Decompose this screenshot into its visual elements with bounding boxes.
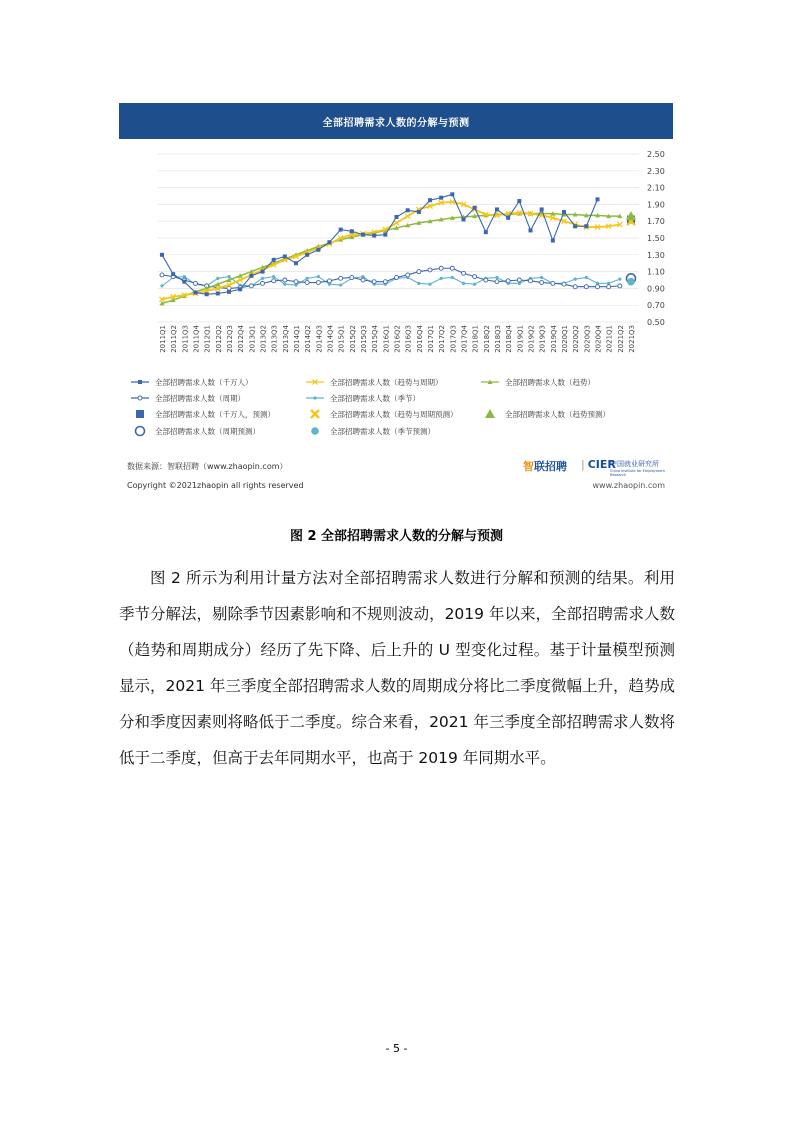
x-tick-label: 2016Q3 (404, 325, 413, 353)
data-point (439, 266, 443, 270)
data-point (261, 270, 265, 274)
zhilian-logo: 智联招聘 (523, 460, 567, 473)
data-source: 数据来源：智联招聘（www.zhaopin.com） (127, 462, 288, 471)
data-point (551, 281, 555, 285)
x-tick-label: 2021Q2 (616, 325, 625, 353)
y-tick-label: 1.70 (647, 217, 665, 227)
legend-label: 全部招聘需求人数（周期预测） (155, 427, 260, 436)
data-point (417, 270, 421, 274)
data-point (339, 228, 343, 232)
data-point (350, 275, 354, 279)
data-point (305, 253, 309, 257)
data-point (596, 285, 600, 289)
data-point (484, 230, 488, 234)
x-tick-label: 2020Q2 (572, 325, 581, 353)
data-point (562, 210, 566, 214)
data-point (138, 396, 142, 400)
forecast-point (136, 427, 145, 436)
data-point (160, 273, 164, 277)
data-point (406, 208, 410, 212)
x-tick-label: 2012Q2 (214, 325, 223, 353)
chart-header-title: 全部招聘需求人数的分解与预测 (119, 103, 673, 139)
data-point (216, 277, 219, 280)
x-tick-label: 2019Q2 (527, 325, 536, 353)
data-point (328, 240, 332, 244)
x-tick-label: 2018Q2 (482, 325, 491, 353)
data-point (395, 275, 399, 279)
x-tick-label: 2013Q2 (259, 325, 268, 353)
x-tick-label: 2016Q4 (415, 325, 424, 353)
data-point (562, 282, 566, 286)
source-bar (119, 453, 673, 479)
data-point (194, 291, 198, 295)
forecast-point (485, 409, 495, 418)
data-point (383, 233, 387, 237)
data-point (473, 275, 477, 279)
x-tick-label: 2018Q1 (471, 325, 480, 353)
x-tick-label: 2017Q3 (449, 325, 458, 353)
data-point (194, 281, 198, 285)
data-point (428, 283, 431, 286)
data-point (584, 224, 588, 228)
x-tick-label: 2013Q4 (281, 325, 290, 353)
x-tick-label: 2019Q3 (538, 325, 547, 353)
data-point (462, 218, 466, 222)
x-tick-label: 2014Q1 (293, 325, 301, 353)
x-tick-label: 2016Q2 (393, 325, 402, 353)
data-point (551, 239, 555, 243)
legend-label: 全部招聘需求人数（趋势） (505, 378, 595, 387)
data-point (138, 380, 142, 384)
x-tick-label: 2020Q1 (561, 325, 569, 353)
data-point (607, 285, 611, 289)
data-point (205, 292, 209, 296)
y-tick-label: 1.90 (647, 200, 665, 210)
x-tick-label: 2011Q3 (181, 325, 190, 353)
y-tick-label: 0.50 (647, 318, 665, 327)
x-tick-label: 2014Q4 (326, 325, 335, 353)
data-point (294, 280, 298, 284)
data-point (428, 268, 432, 272)
data-point (462, 271, 466, 275)
legend-label: 全部招聘需求人数（季节预测） (330, 427, 435, 436)
data-point (216, 291, 220, 295)
data-point (529, 228, 533, 232)
chart-area (119, 139, 673, 471)
data-point (540, 276, 543, 279)
x-tick-label: 2014Q3 (315, 325, 324, 353)
cier-logo: | CIER (581, 458, 616, 471)
cier-logo-en: China Institute for Employment Research (610, 469, 665, 477)
legend-label: 全部招聘需求人数（千万人） (155, 378, 253, 387)
data-point (372, 280, 376, 284)
data-point (361, 278, 365, 282)
data-point (584, 285, 588, 289)
data-point (506, 279, 510, 283)
data-point (540, 281, 544, 285)
data-point (249, 284, 253, 288)
data-point (417, 210, 421, 214)
data-point (462, 282, 465, 285)
x-tick-label: 2015Q4 (371, 325, 380, 353)
forecast-point (136, 410, 144, 418)
legend-label: 全部招聘需求人数（周期） (155, 394, 245, 403)
x-tick-label: 2017Q1 (427, 325, 435, 353)
data-point (574, 278, 577, 281)
decomposition-line-chart (119, 139, 673, 469)
y-tick-label: 2.30 (647, 166, 665, 176)
x-tick-label: 2016Q1 (382, 325, 391, 353)
x-tick-label: 2012Q1 (203, 325, 212, 353)
data-point (328, 279, 332, 283)
data-point (484, 278, 488, 282)
data-point (506, 216, 510, 220)
data-point (160, 284, 163, 287)
chart-figure (119, 103, 673, 496)
data-point (372, 233, 376, 237)
x-tick-label: 2011Q2 (170, 325, 179, 353)
x-tick-label: 2021Q3 (628, 325, 636, 353)
legend-label: 全部招聘需求人数（趋势与周期预测） (330, 410, 458, 419)
data-point (573, 224, 577, 228)
y-tick-label: 1.10 (647, 267, 665, 277)
y-tick-label: 0.90 (647, 284, 665, 294)
data-point (451, 276, 454, 279)
x-tick-label: 2017Q2 (438, 325, 447, 353)
x-tick-label: 2020Q3 (583, 325, 592, 353)
data-point (283, 278, 287, 282)
data-point (517, 199, 521, 203)
data-point (272, 279, 276, 283)
data-point (350, 229, 354, 233)
data-point (540, 207, 544, 211)
data-point (395, 215, 399, 219)
x-tick-label: 2013Q3 (270, 325, 279, 353)
x-tick-label: 2018Q3 (494, 325, 502, 353)
data-point (439, 196, 443, 200)
data-point (339, 283, 342, 286)
cier-logo-cn: 中国就业研究所 (610, 460, 659, 468)
data-point (417, 282, 420, 285)
body-paragraph: 图 2 所示为利用计量方法对全部招聘需求人数进行分解和预测的结果。利用季节分解法，剔除季节因素影响和不规则波动，2019 年以来，全部招聘需求人数（趋势和周期成分）经历了先下降、后上升的 U 型变化过程。基于计量模型预测显示，2021 年三季度全部招聘需求人数的周期成分将比二季度微幅上升，趋势成分和季度因素则将略低于二季度。综合来看，2021 年三季度全部招聘需求人数将低于二季度，但高于去年同期水平，也高于 2019 年同期水平。 (119, 569, 675, 767)
x-tick-label: 2015Q1 (337, 325, 346, 353)
x-tick-label: 2017Q4 (460, 325, 469, 353)
data-point (317, 275, 320, 278)
data-point (316, 248, 320, 252)
x-tick-label: 2012Q3 (226, 325, 234, 353)
data-point (294, 261, 298, 265)
data-point (283, 254, 287, 258)
data-point (405, 214, 410, 219)
data-point (450, 192, 454, 196)
data-point (383, 280, 387, 284)
x-tick-label: 2011Q4 (192, 325, 201, 353)
y-tick-label: 1.50 (647, 234, 665, 243)
copyright: Copyright ©2021zhaopin all rights reserved (127, 481, 304, 490)
data-point (517, 278, 521, 282)
data-point (182, 280, 186, 284)
data-point (596, 197, 600, 201)
data-point (316, 281, 320, 285)
data-point (261, 281, 265, 285)
x-tick-label: 2015Q2 (348, 325, 357, 353)
y-tick-label: 2.50 (647, 150, 665, 159)
x-tick-label: 2011Q1 (159, 325, 167, 353)
site-url: www.zhaopin.com (592, 481, 665, 490)
data-point (573, 285, 577, 289)
data-point (238, 287, 242, 291)
data-point (313, 396, 316, 399)
legend-label: 全部招聘需求人数（趋势与周期） (330, 378, 443, 387)
data-point (495, 276, 498, 279)
data-point (473, 206, 477, 210)
data-point (361, 233, 365, 237)
data-point (440, 277, 443, 280)
data-point (283, 283, 286, 286)
x-tick-label: 2020Q4 (594, 325, 603, 353)
data-point (305, 281, 309, 285)
legend-label: 全部招聘需求人数（季节） (330, 394, 420, 403)
y-tick-label: 0.70 (647, 301, 665, 311)
data-point (495, 207, 499, 211)
forecast-point (311, 410, 319, 418)
data-point (227, 290, 231, 294)
legend-label: 全部招聘需求人数（趋势预测） (505, 410, 610, 419)
data-point (529, 279, 533, 283)
x-tick-label: 2018Q4 (505, 325, 514, 353)
data-point (249, 274, 253, 278)
data-point (450, 266, 454, 270)
x-tick-label: 2021Q1 (605, 324, 614, 353)
data-point (618, 278, 621, 281)
x-tick-label: 2014Q2 (304, 325, 313, 353)
data-point (272, 258, 276, 262)
x-tick-label: 2013Q1 (248, 325, 257, 353)
forecast-point (311, 427, 319, 435)
data-point (339, 276, 343, 280)
data-point (618, 284, 622, 288)
page-number: - 5 - (385, 1042, 408, 1055)
legend-label: 全部招聘需求人数（千万人，预测） (155, 410, 275, 419)
data-point (261, 277, 264, 280)
y-tick-label: 2.10 (647, 183, 665, 193)
x-tick-label: 2019Q1 (516, 325, 525, 353)
x-tick-label: 2015Q3 (360, 325, 368, 353)
data-point (306, 277, 309, 280)
data-point (272, 275, 275, 278)
data-point (406, 273, 410, 277)
x-tick-label: 2019Q4 (549, 325, 558, 353)
data-point (428, 198, 432, 202)
data-point (495, 280, 499, 284)
data-point (171, 272, 175, 276)
y-tick-label: 1.30 (647, 250, 665, 260)
figure-caption: 图 2 全部招聘需求人数的分解与预测 (289, 529, 504, 544)
data-point (585, 276, 588, 279)
x-tick-label: 2012Q4 (237, 325, 246, 353)
data-point (473, 283, 476, 286)
forecast-point (627, 278, 635, 286)
data-point (160, 253, 164, 257)
